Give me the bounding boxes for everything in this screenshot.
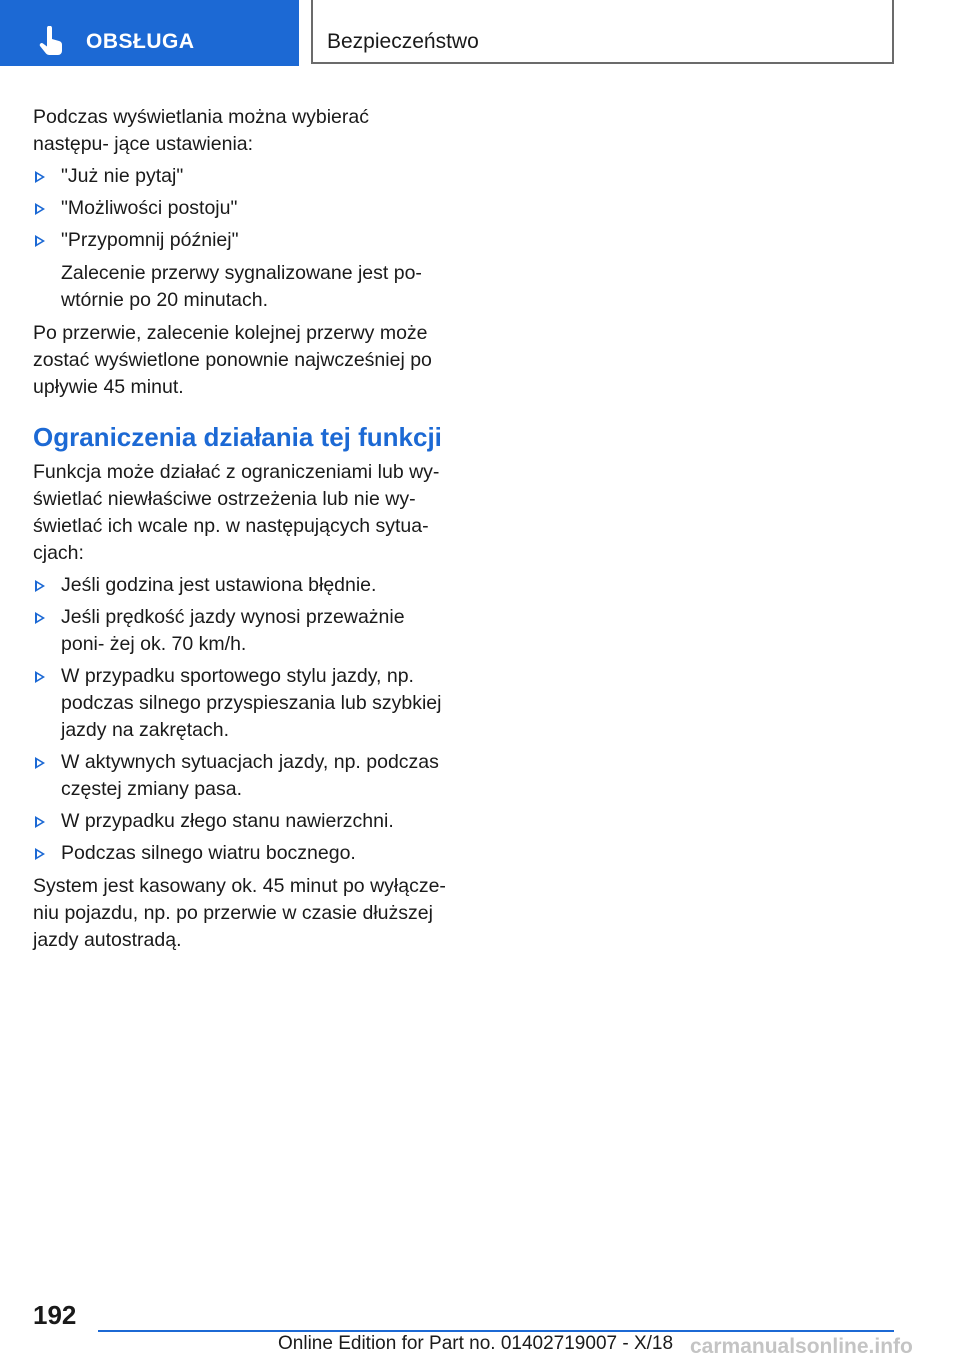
list-item	[33, 604, 448, 658]
reset-paragraph: System jest kasowany ok. 45 minut po wyłącze- niu pojazdu, np. po przerwie w czasie dłuższej jazdy autostradą.	[33, 875, 446, 951]
list-item	[33, 227, 448, 254]
triangle-bullet-icon	[35, 171, 45, 183]
list-item	[33, 195, 448, 222]
triangle-bullet-icon	[35, 848, 45, 860]
chapter-header	[311, 0, 894, 64]
chapter-title: Bezpieczeństwo	[327, 30, 479, 53]
section-heading: Ograniczenia działania tej funkcji	[33, 422, 442, 452]
pointing-hand-icon	[38, 26, 66, 56]
triangle-bullet-icon	[35, 671, 45, 683]
edition-text: Online Edition for Part no. 01402719007 - X/18	[278, 1333, 674, 1354]
list-item	[33, 572, 448, 599]
limitation-text: W przypadku sportowego stylu jazdy, np. podczas silnego przyspieszania lub szybkiej jazdy na zakrętach.	[61, 665, 442, 741]
list-item	[33, 808, 448, 835]
limitation-text: Jeśli prędkość jazdy wynosi przeważnie poni- żej ok. 70 km/h.	[61, 606, 405, 655]
section-label: OBSŁUGA	[86, 30, 195, 53]
after-break-paragraph: Po przerwie, zalecenie kolejnej przerwy może zostać wyświetlone ponownie najwcześniej po upływie 45 minut.	[33, 322, 432, 398]
triangle-bullet-icon	[35, 203, 45, 215]
option-text: "Możliwości postoju"	[61, 197, 238, 219]
limitation-text: Jeśli godzina jest ustawiona błędnie.	[61, 574, 377, 596]
limitations-intro: Funkcja może działać z ograniczeniami lub wy- świetlać niewłaściwe ostrzeżenia lub nie wy- świetlać ich wcale np. w następujących sytua- cjach:	[33, 461, 440, 564]
section-tab[interactable]	[0, 0, 299, 66]
limitation-text: W aktywnych sytuacjach jazdy, np. podczas częstej zmiany pasa.	[61, 751, 439, 800]
watermark: carmanualsonline.info	[690, 1335, 913, 1358]
intro-paragraph: Podczas wyświetlania można wybierać następu- jące ustawienia:	[33, 106, 369, 155]
list-item	[33, 663, 448, 744]
option-note: Zalecenie przerwy sygnalizowane jest po- wtórnie po 20 minutach.	[61, 262, 422, 311]
option-text: "Już nie pytaj"	[61, 165, 184, 187]
triangle-bullet-icon	[35, 612, 45, 624]
limitation-text: Podczas silnego wiatru bocznego.	[61, 842, 356, 864]
list-item	[33, 749, 448, 803]
triangle-bullet-icon	[35, 580, 45, 592]
triangle-bullet-icon	[35, 235, 45, 247]
page-content	[33, 104, 448, 959]
page-number: 192	[33, 1300, 77, 1330]
limitations-list	[33, 572, 448, 867]
limitation-text: W przypadku złego stanu nawierzchni.	[61, 810, 394, 832]
list-item	[33, 163, 448, 190]
list-item	[33, 840, 448, 867]
options-list	[33, 163, 448, 254]
triangle-bullet-icon	[35, 816, 45, 828]
footer-divider	[98, 1330, 894, 1332]
triangle-bullet-icon	[35, 757, 45, 769]
option-text: "Przypomnij później"	[61, 229, 239, 251]
